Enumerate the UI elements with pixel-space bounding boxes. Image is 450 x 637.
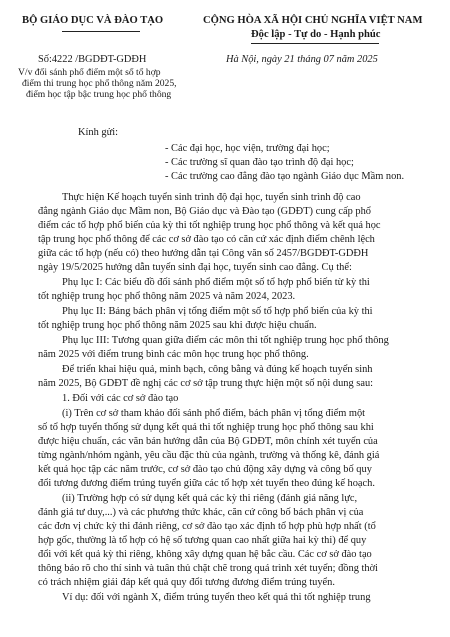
- appendix-3-line: Phụ lục III: Tương quan giữa điểm các môn thi tốt nghiệp trung học phổ thông: [62, 335, 389, 346]
- appendix-1-line: Phụ lục I: Các biểu đồ đối sánh phổ điểm một số tổ hợp phổ biến từ kỳ thi: [62, 277, 370, 288]
- body-line: có trách nhiệm giải đáp kết quả quy đổi tương đương điểm trúng tuyển.: [38, 577, 335, 588]
- motto-underline: [251, 43, 379, 44]
- appendix-3-line: năm 2025 với điểm trung bình các môn học trung học phổ thông.: [38, 349, 309, 360]
- recipient-item: - Các đại học, học viện, trường đại học;: [165, 143, 330, 154]
- ministry-underline: [62, 31, 140, 32]
- body-line: Thực hiện Kế hoạch tuyển sinh trình độ đại học, tuyển sinh trình độ cao: [62, 192, 361, 203]
- recipient-item: - Các trường sĩ quan đào tạo trình độ đại học;: [165, 157, 354, 168]
- body-line: kết quả học tập các năm trước, cơ sở đào tạo chủ động xây dựng và công bố quy: [38, 464, 372, 475]
- body-line: (ii) Trường hợp có sử dụng kết quả các kỳ thi riêng (đánh giá năng lực,: [62, 493, 358, 504]
- body-line: tập trung học phổ thông để các cơ sở đào tạo có căn cứ xác định điểm chênh lệch: [38, 234, 375, 245]
- body-line: Để triển khai hiệu quả, minh bạch, công bằng và đúng kế hoạch tuyển sinh: [62, 364, 373, 375]
- subject-line-1: V/v đối sánh phổ điểm một số tổ hợp: [18, 67, 161, 78]
- subject-line-3: điểm học tập bậc trung học phổ thông: [26, 89, 172, 100]
- appendix-2-line: tốt nghiệp trung học phổ thông năm 2025 sau khi được hiệu chuẩn.: [38, 320, 317, 331]
- body-line: hợp gốc, thường là tổ hợp có hệ số tương quan cao nhất giữa hai kỳ thi) để quy: [38, 535, 367, 546]
- national-motto: Độc lập - Tự do - Hạnh phúc: [251, 29, 381, 40]
- body-line: giữa các tổ hợp (nếu có) theo hướng dẫn tại Công văn số 2457/BGDĐT-GDĐH: [38, 248, 369, 259]
- body-line: đổi tương đương điểm trúng tuyển giữa các tổ hợp xét tuyển theo đúng kế hoạch.: [38, 478, 375, 489]
- recipient-item: - Các trường cao đẳng đào tạo ngành Giáo dục Mầm non.: [165, 171, 405, 182]
- subject-line-2: điểm thi trung học phổ thông năm 2025,: [22, 78, 177, 89]
- document-number: Số:4222 /BGDĐT-GDĐH: [38, 54, 147, 65]
- body-line: (i) Trên cơ sở tham khảo đối sánh phổ điểm, bách phân vị tổng điểm một: [62, 408, 366, 419]
- body-line: điểm các tổ hợp phổ biến của kỳ thi tốt nghiệp trung học phổ thông và kết quả học: [38, 220, 381, 231]
- body-line: số tổ hợp tuyển thống sử dụng kết quả thi tốt nghiệp trung học phổ thông sau khi: [38, 422, 374, 433]
- body-line: từng ngành/nhóm ngành, yêu cầu đặc thù của ngành, trường và thống kê, đánh giá: [38, 450, 380, 461]
- body-line: đổi với kết quả kỳ thi riêng, không xây dựng quan hệ bắc cầu. Các cơ sở đào tạo: [38, 549, 372, 560]
- body-line: năm 2025, Bộ GDĐT đề nghị các cơ sở tập trung thực hiện một số nội dung sau:: [38, 378, 374, 389]
- body-line: được hiệu chuẩn, các văn bản hướng dẫn của Bộ GDĐT, môn chính xét tuyển của: [38, 436, 378, 447]
- appendix-2-line: Phụ lục II: Bảng bách phân vị tổng điểm một số tổ hợp phổ biến của kỳ thi: [62, 306, 373, 317]
- body-line: đẳng ngành Giáo dục Mầm non, Bộ Giáo dục và Đào tạo (GDĐT) cung cấp phổ: [38, 206, 371, 217]
- body-line: thông báo rõ cho thí sinh và tuân thủ chặt chẽ trong quá trình xét tuyển; đồng thời: [38, 563, 378, 574]
- body-line: ngày 19/5/2025 hướng dẫn tuyển sinh đại học, tuyển sinh cao đẳng. Cụ thể:: [38, 262, 352, 273]
- body-line: các đơn vị chức kỳ thi đánh riêng, cơ sở đào tạo xác định tổ hợp phù hợp nhất (tổ: [38, 521, 376, 532]
- appendix-1-line: tốt nghiệp trung học phổ thông năm 2025 và năm 2024, 2023.: [38, 291, 296, 302]
- recipients-label: Kính gửi:: [78, 127, 118, 138]
- country-name: CỘNG HÒA XÃ HỘI CHỦ NGHĨA VIỆT NAM: [203, 15, 423, 26]
- ministry-name: BỘ GIÁO DỤC VÀ ĐÀO TẠO: [22, 15, 164, 26]
- body-line: đánh giá tư duy,...) và các phương thức khác, căn cứ công bố bách phân vị của: [38, 507, 364, 518]
- section-heading: 1. Đối với các cơ sở đào tạo: [62, 393, 179, 404]
- body-line: Ví dụ: đối với ngành X, điểm trúng tuyển theo kết quả thi tốt nghiệp trung: [62, 592, 371, 603]
- place-and-date: Hà Nội, ngày 21 tháng 07 năm 2025: [226, 54, 378, 65]
